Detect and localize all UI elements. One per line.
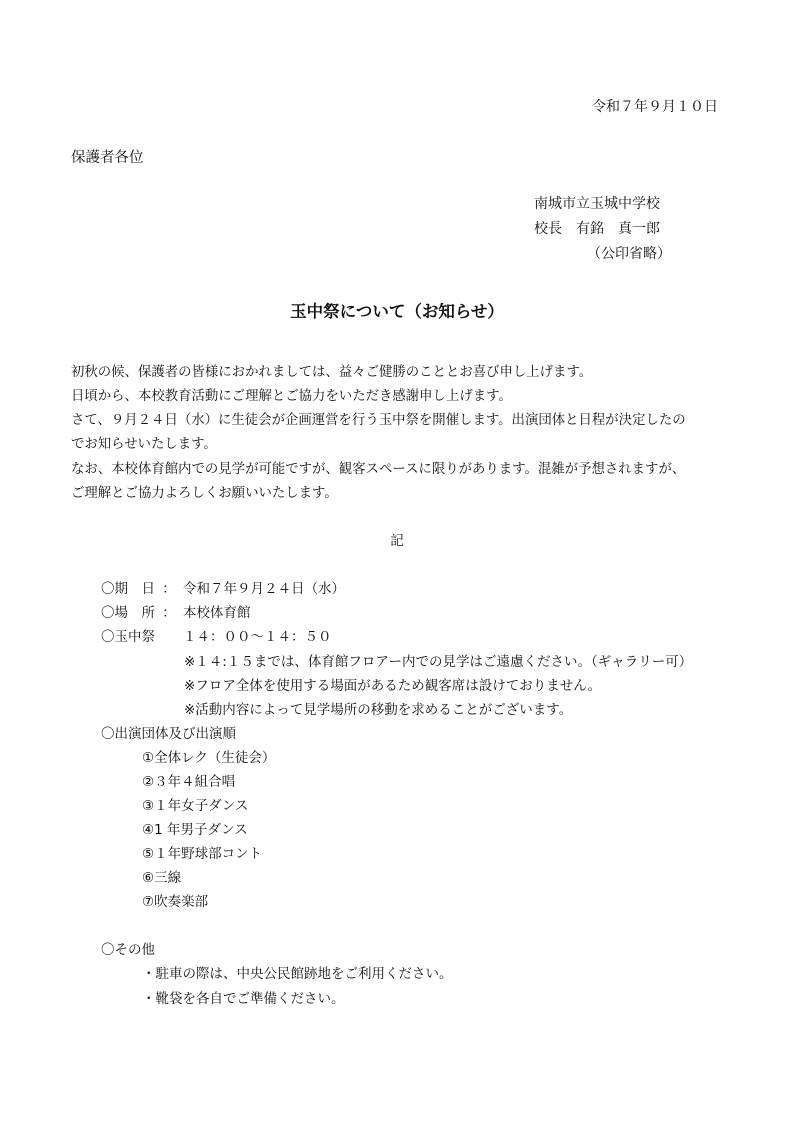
place-label: 〇場 所 xyxy=(101,605,155,621)
performer-item: ③１年女子ダンス xyxy=(142,798,249,814)
performer-item: ①全体レク（生徒会） xyxy=(142,750,276,766)
place-row xyxy=(101,605,251,621)
festival-time: １４：００～１４：５０ xyxy=(183,629,332,645)
other-heading: 〇その他 xyxy=(101,942,155,958)
performer-item: ⑦吹奏楽部 xyxy=(142,894,209,910)
page-title: 玉中祭について（お知らせ） xyxy=(290,302,504,321)
body-paragraph-3: さて、９月２４日（水）に生徒会が企画運営を行う玉中祭を開催します。出演団体と日程が決定したの xyxy=(71,413,686,428)
festival-note-2: ※フロア全体を使用する場面があるため観客席は設けておりません。 xyxy=(184,678,602,694)
document-date: 令和７年９月１０日 xyxy=(592,99,718,115)
performer-item: ②３年４組合唱 xyxy=(142,774,236,790)
performer-item: ⑥三線 xyxy=(142,870,182,886)
body-paragraph-2: 日頃から、本校教育活動にご理解とご協力をいただき感謝申し上げます。 xyxy=(71,389,512,404)
body-paragraph-4-cont: ご理解とご協力よろしくお願いいたします。 xyxy=(71,486,338,501)
body-paragraph-1: 初秋の候、保護者の皆様におかれましては、益々ご健勝のこととお喜び申し上げます。 xyxy=(71,365,593,380)
festival-note-1: ※１４:１５までは、体育館フロアー内での見学はご遠慮ください。（ギャラリー可） xyxy=(184,654,693,670)
body-paragraph-4: なお、本校体育館内での見学が可能ですが、観客スペースに限りがあります。混雑が予想されますが、 xyxy=(71,462,686,477)
body-paragraph-3-cont: でお知らせいたします。 xyxy=(71,437,217,452)
performer-item: ⑤１年野球部コント xyxy=(142,846,263,862)
other-item-parking: ・駐車の際は、中央公民館跡地をご利用ください。 xyxy=(142,966,453,982)
seal-note: （公印省略） xyxy=(587,246,671,262)
festival-label: 〇玉中祭 xyxy=(101,629,155,645)
period-row xyxy=(101,581,345,597)
festival-row xyxy=(101,629,332,645)
period-separator: ： xyxy=(162,581,176,597)
period-label: 〇期 日 xyxy=(101,581,155,597)
other-item-shoe-bag: ・靴袋を各自でご準備ください。 xyxy=(142,991,345,1007)
principal-name: 校長 有銘 真一郎 xyxy=(534,221,660,237)
place-separator: ： xyxy=(162,605,176,621)
place-value: 本校体育館 xyxy=(183,605,251,621)
performer-item: ④1 年男子ダンス xyxy=(142,822,248,838)
period-value: 令和７年９月２４日（水） xyxy=(183,581,345,597)
school-name: 南城市立玉城中学校 xyxy=(534,196,660,212)
festival-note-3: ※活動内容によって見学場所の移動を求めることがございます。 xyxy=(184,702,573,718)
addressee: 保護者各位 xyxy=(71,150,144,166)
performers-heading: 〇出演団体及び出演順 xyxy=(101,726,236,742)
ki-heading: 記 xyxy=(390,533,404,549)
